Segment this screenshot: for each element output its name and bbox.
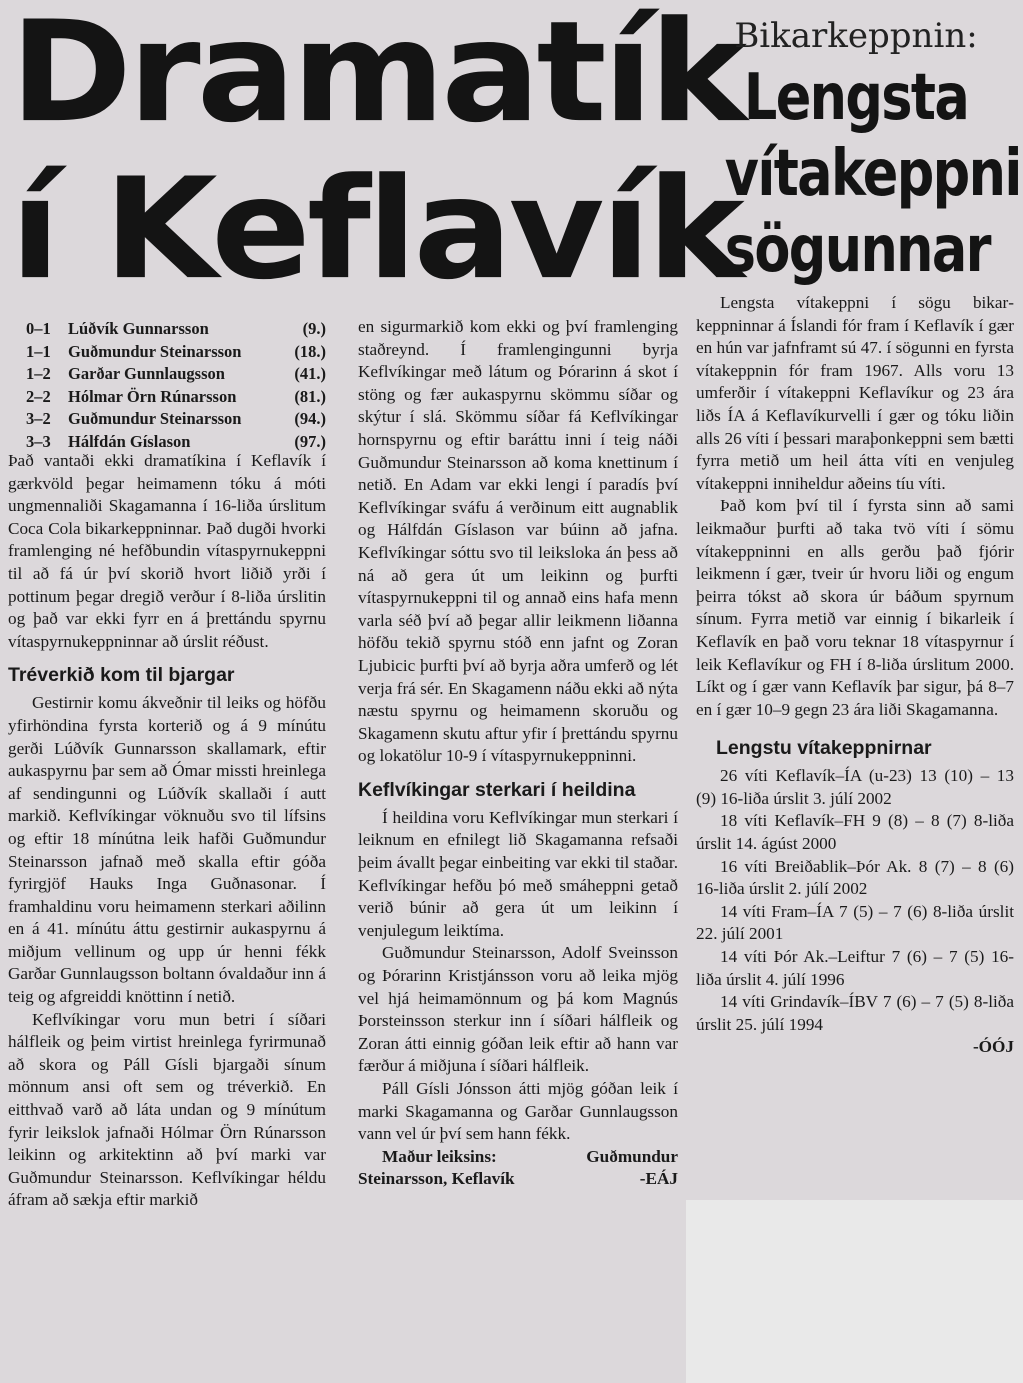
section-subhead: Keflvíkingar sterkari í heildina bbox=[358, 778, 636, 801]
goal-minute: (81.) bbox=[294, 386, 326, 406]
scorer-name: Hálfdán Gíslason bbox=[68, 431, 191, 451]
score: 2–2 bbox=[26, 386, 51, 406]
scorer-name: Garðar Gunnlaugsson bbox=[68, 364, 225, 384]
motm-name: Guðmundur bbox=[586, 1146, 678, 1166]
score: 1–2 bbox=[26, 364, 51, 384]
article-paragraph: Páll Gísli Jónsson átti mjög góðan leik í marki Skagamanna og Garðar Gunnlaugsson vann vel úr því sem hann fékk. bbox=[358, 1079, 678, 1144]
article-column-1 bbox=[8, 450, 326, 1212]
author-signature: -EÁJ bbox=[639, 1169, 678, 1189]
sidebar-paragraph: Lengsta vítakeppni í sögu bikarkeppninnar á Íslandi fór fram í Keflavík í gær en hún var jafnframt sú 47. í sögunni en fyrsta vítakeppnin fór fram 1967. Alls voru 13 umferðir í vítakeppni Keflavíkur og 23 ára liðs ÍA á Keflavíkurvelli í gær og tóku liðin alls 26 víti í þessari maraþonkeppni sem bætti fyrra metið um heil átta víti en venjuleg vítakeppni inniheldur aðeins tíu víti. bbox=[696, 293, 1014, 493]
blank-area bbox=[686, 1200, 1023, 1383]
article-paragraph: Gestirnir komu ákveðnir til leiks og höfðu yfirhöndina fyrsta korterið og á 9 mínútu gerði Lúðvík Gunnarsson skallamark, eftir aukaspyrnu þar sem að Ómar missti hreinlega af sendingunni og Lúðvík skallaði í autt markið. Keflvíkingar vöknuðu svo til lífsins og eftir 18 mínútna leik hafði Guðmundur Steinarsson jafnað með skalla eftir góða fyrirgjöf Hauks Inga Guðnasonar. Í framhaldinu voru heimamenn sterkari aðilinn en á 41. mínútu áttu gestirnir aukaspyrnu á miðjum vellinum og upp úr henni fékk Garðar Gunnlaugsson boltann óvaldaður inn á teig og afgreiddi knöttinn í netið. bbox=[8, 693, 326, 1007]
record-item: 14 víti Fram–ÍA 7 (5) – 7 (6) 8-liða úrslit 22. júlí 2001 bbox=[696, 901, 1014, 944]
headline-line-2: í Keflavík bbox=[10, 148, 741, 311]
scorer-row bbox=[26, 386, 326, 409]
scorer-name: Hólmar Örn Rúnarsson bbox=[68, 386, 237, 406]
sidebar-paragraph: Það kom því til í fyrsta sinn að sami leikmaður þurfti að taka tvö víti í sömu vítakeppninni en alls gerðu það fjórir leikmenn í gær, tveir úr hvoru liði og engum þeirra tókst að skora úr báðum spyrnum sínum. Fyrra metið var einnig í bikarleik í Keflavík en það voru teknar 18 vítaspyrnur í leik Keflavíkur og FH í 8-liða úrslitum 2000. Líkt og í gær vann Keflavík þar sigur, þá 8–7 en í gær 10–9 gegn 23 ára liði Skagamanna. bbox=[696, 496, 1014, 719]
sidebar-column bbox=[696, 292, 1014, 1059]
man-of-the-match bbox=[358, 1146, 678, 1169]
sidebar-kicker: Bikarkeppnin: bbox=[734, 16, 978, 56]
scorer-row bbox=[26, 408, 326, 431]
record-item: 14 víti Þór Ak.–Leiftur 7 (6) – 7 (5) 16-liða úrslit 4. júlí 1996 bbox=[696, 947, 1014, 989]
sidebar-headline-line-1: Lengsta bbox=[743, 61, 969, 135]
scorer-name: Guðmundur Steinarsson bbox=[68, 409, 242, 429]
headline-line-1: Dramatík bbox=[10, 0, 744, 154]
scorers-list bbox=[26, 318, 326, 454]
scorer-name: Guðmundur Steinarsson bbox=[68, 341, 242, 361]
score: 3–3 bbox=[26, 431, 51, 451]
scorer-row bbox=[26, 341, 326, 364]
article-paragraph: Í heildina voru Keflvíkingar mun sterkari í leiknum en efnilegt lið Skagamanna refsaði þeim ávallt þegar einbeiting var ekki til staðar. Keflvíkingar hefðu þó með smáheppni getað verið búnir að gera út um leikinn í venjulegum leiktíma. bbox=[358, 807, 678, 940]
goal-minute: (97.) bbox=[294, 431, 326, 451]
article-paragraph: Guðmundur Steinarsson, Adolf Sveinsson og Þórarinn Kristjánsson voru að leika mjög vel hjá heimamönnum og þá kom Magnús Þorsteinsson sterkur inn í síðari hálfleik og Zoran átti einnig góðan leik eftir að hann var færður á miðjuna í síðari hálfleik. bbox=[358, 943, 678, 1076]
score: 3–2 bbox=[26, 409, 51, 429]
article-paragraph: Það vantaði ekki dramatíkina í Keflavík í gærkvöld þegar heimamenn tóku á móti ungmennaliði Skagamanna í 16-liða úrslitum Coca Cola bikarkeppninnar. Það dugði hvorki framlenging né hefðbundin vítaspyrnukeppni til að fá úr því skorið hvort liðið yrði í pottinum þegar dregið verður í 8-liða úrslitin og það var ekki fyrr en á þrettándu spyrnu vítaspyrnukeppninnar að úrslit réðust. bbox=[8, 451, 326, 651]
score: 1–1 bbox=[26, 341, 51, 361]
records-list bbox=[696, 765, 1014, 1036]
section-subhead: Tréverkið kom til bjargar bbox=[8, 664, 235, 687]
article-paragraph: Keflvíkingar voru mun betri í síðari hálfleik og þeim virtist hreinlega fyrirmunað að skora og Páll Gísli bjargaði sínum mönnum ansi oft sem og tréverkið. En eitthvað varð að láta undan og 9 mínútum fyrir leikslok jafnaði Hólmar Örn Rúnarsson leikinn og arkitektinn að því marki var Guðmundur Steinarsson. Keflvíkingar héldu áfram að sækja eftir markið bbox=[8, 1009, 326, 1210]
scorer-row bbox=[26, 363, 326, 386]
motm-rest: Steinarsson, Keflavík bbox=[358, 1169, 515, 1189]
record-item: 26 víti Keflavík–ÍA (u-23) 13 (10) – 13 (9) 16-liða úrslit 3. júlí 2002 bbox=[696, 766, 1014, 808]
record-item: 14 víti Grindavík–ÍBV 7 (6) – 7 (5) 8-liða úrslit 25. júlí 1994 bbox=[696, 992, 1014, 1034]
goal-minute: (9.) bbox=[302, 319, 326, 338]
goal-minute: (94.) bbox=[294, 409, 326, 429]
sidebar-headline-line-3: sögunnar bbox=[724, 213, 990, 287]
article-column-2 bbox=[358, 316, 678, 1191]
sidebar-headline-line-2: vítakeppni bbox=[724, 137, 1021, 211]
goal-minute: (18.) bbox=[294, 341, 326, 361]
scorer-name: Lúðvík Gunnarsson bbox=[68, 319, 209, 338]
motm-label: Maður leiksins: bbox=[382, 1146, 497, 1166]
score: 0–1 bbox=[26, 319, 51, 338]
man-of-the-match-cont bbox=[358, 1168, 678, 1191]
record-item: 16 víti Breiðablik–Þór Ak. 8 (7) – 8 (6) 16-liða úrslit 2. júlí 2002 bbox=[696, 856, 1014, 899]
sidebar-signature: -ÓÓJ bbox=[972, 1037, 1014, 1057]
article-paragraph: en sigurmarkið kom ekki og því framlenging staðreynd. Í framlengingunni byrja Keflvíkingar með látum og Þórarinn á skot í stöng og fær aukaspyrnu skömmu síðar og skýtur í slá. Skömmu síðar fá Keflvíkingar hornspyrnu og eftir baráttu inni í teig náði Guðmundur Steinarsson að koma knettinum í netið. En Adam var ekki lengi í paradís því Keflvíkingar sváfu á verðinum eitt augnablik og Hálfdán Gíslason var búinn að jafna. Keflvíkingar sóttu svo til leiksloka án þess að ná að gera út um leikinn og þurfti vítaspyrnukeppni til og annað eins hafa menn varla séð því að þegar allir leikmenn liðanna höfðu tekið spyrnu stóð enn jafnt og Zoran Ljubicic þurfti því að byrja aðra umferð og lét verja frá sér. En Skagamenn náðu ekki að nýta næstu spyrnu og heimamenn skoruðu og Skagamenn skutu aftur yfir í þrettándu spyrnu og lokatölur 10-9 í vítaspyrnukeppninni. bbox=[358, 317, 678, 766]
goal-minute: (41.) bbox=[294, 364, 326, 384]
records-subhead: Lengstu vítakeppnirnar bbox=[716, 737, 932, 760]
record-item: 18 víti Keflavík–FH 9 (8) – 8 (7) 8-liða úrslit 14. ágúst 2000 bbox=[696, 811, 1014, 854]
scorer-row bbox=[26, 318, 326, 341]
